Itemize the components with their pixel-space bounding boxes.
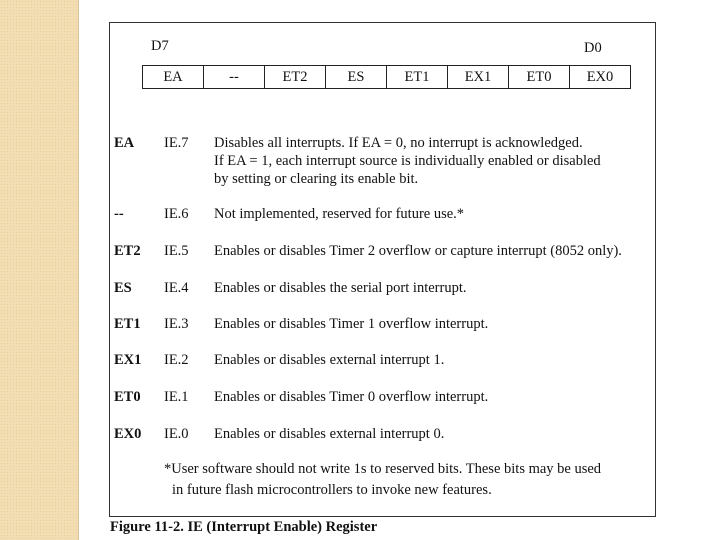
bit-description: Enables or disables external interrupt 1.	[214, 352, 445, 368]
register-bit-cell: ET1	[387, 66, 448, 88]
msb-label: D7	[151, 38, 169, 54]
bit-description: Enables or disables Timer 2 overflow or capture interrupt (8052 only).	[214, 243, 622, 259]
register-bit-cell: EX0	[586, 69, 614, 85]
bit-position: IE.6	[164, 206, 189, 222]
register-bit-map	[142, 65, 631, 89]
bit-position: IE.0	[164, 426, 189, 442]
bit-description: If EA = 1, each interrupt source is individually enabled or disabled	[214, 153, 601, 169]
bit-position: IE.5	[164, 243, 189, 259]
bit-name: ET2	[114, 243, 141, 259]
figure-caption: Figure 11-2. IE (Interrupt Enable) Register	[110, 519, 378, 535]
lsb-label: D0	[584, 40, 602, 56]
bit-position: IE.3	[164, 316, 189, 332]
bit-position: IE.4	[164, 280, 189, 296]
bit-name: EX0	[114, 426, 142, 442]
register-bit-cell: EA	[143, 66, 204, 88]
register-bit-cell: --	[204, 66, 265, 88]
bit-position: IE.1	[164, 389, 189, 405]
bit-description: Disables all interrupts. If EA = 0, no interrupt is acknowledged.	[214, 135, 583, 151]
bit-position: IE.7	[164, 135, 189, 151]
register-bit-cell: EX1	[448, 66, 509, 88]
footnote-line-1: *User software should not write 1s to reserved bits. These bits may be used	[164, 461, 602, 477]
bit-name: --	[114, 206, 124, 222]
bit-name: EA	[114, 135, 135, 151]
decorative-side-stripe	[0, 0, 79, 540]
bit-description: Enables or disables the serial port interrupt.	[214, 280, 467, 296]
bit-name: ET1	[114, 316, 141, 332]
bit-description: by setting or clearing its enable bit.	[214, 171, 419, 187]
bit-name: EX1	[114, 352, 142, 368]
bit-description: Enables or disables external interrupt 0.	[214, 426, 445, 442]
bit-name: ES	[114, 280, 132, 296]
bit-description: Enables or disables Timer 1 overflow interrupt.	[214, 316, 489, 332]
bit-position: IE.2	[164, 352, 189, 368]
bit-description: Enables or disables Timer 0 overflow interrupt.	[214, 389, 489, 405]
register-bit-cell: ET0	[509, 66, 570, 88]
register-bit-cell: ET2	[265, 66, 326, 88]
register-bit-cell: ES	[326, 66, 387, 88]
bit-name: ET0	[114, 389, 141, 405]
bit-description: Not implemented, reserved for future use.*	[214, 206, 465, 222]
footnote-line-2: in future flash microcontrollers to invoke new features.	[172, 482, 492, 498]
